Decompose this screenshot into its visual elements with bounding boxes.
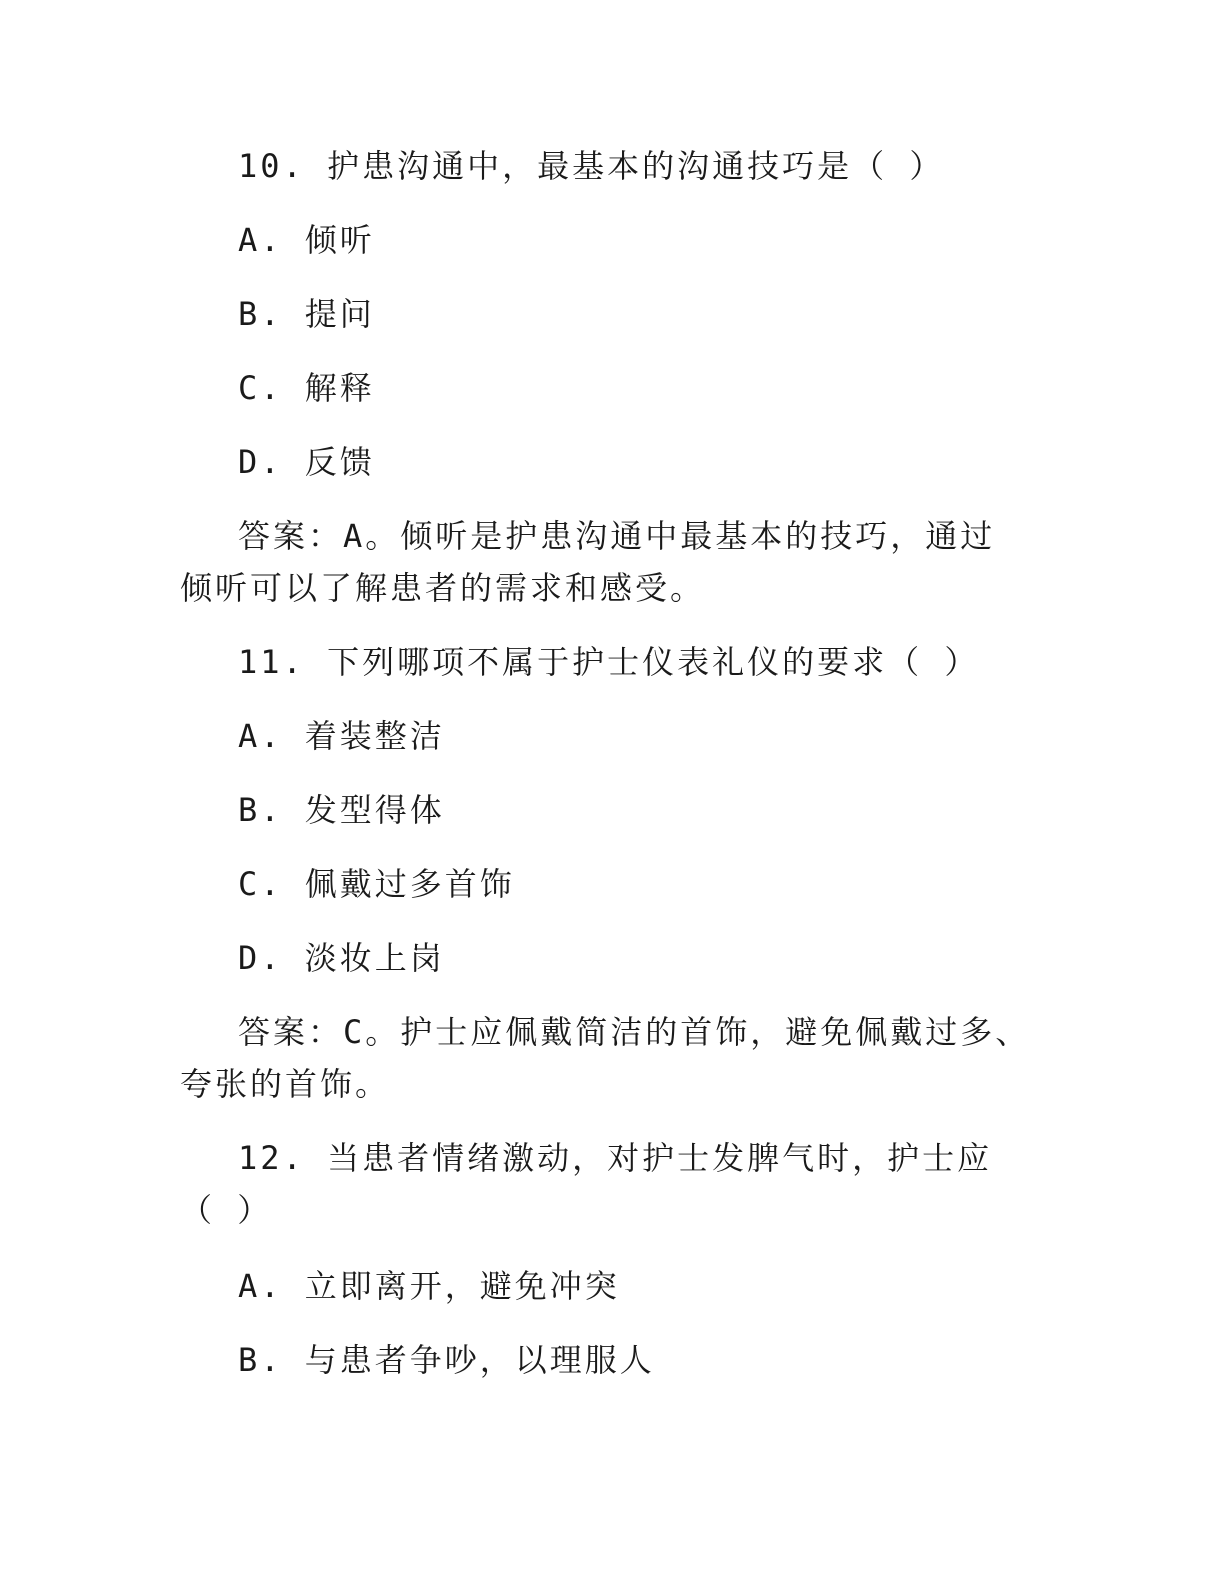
question-11-option-d: D. 淡妆上岗 (238, 939, 445, 977)
question-11-answer-line1: 答案：C。护士应佩戴简洁的首饰，避免佩戴过多、 (238, 1013, 1031, 1051)
question-10-answer-line1: 答案：A。倾听是护患沟通中最基本的技巧，通过 (238, 517, 996, 555)
question-10-option-d: D. 反馈 (238, 443, 375, 481)
question-11-option-b: B. 发型得体 (238, 791, 445, 829)
question-10-option-a: A. 倾听 (238, 221, 375, 259)
question-11-text: 11. 下列哪项不属于护士仪表礼仪的要求（ ） (238, 643, 980, 681)
question-11-option-a: A. 着装整洁 (238, 717, 445, 755)
question-11-answer-line2: 夸张的首饰。 (180, 1065, 391, 1103)
question-12-option-b: B. 与患者争吵，以理服人 (238, 1341, 655, 1379)
question-12-text-line2: （ ） (180, 1191, 273, 1229)
question-10-text: 10. 护患沟通中，最基本的沟通技巧是（ ） (238, 147, 945, 185)
question-10-option-c: C. 解释 (238, 369, 375, 407)
question-10-option-b: B. 提问 (238, 295, 375, 333)
question-12-option-a: A. 立即离开，避免冲突 (238, 1267, 620, 1305)
question-11-option-c: C. 佩戴过多首饰 (238, 865, 515, 903)
question-12-text: 12. 当患者情绪激动，对护士发脾气时，护士应 (238, 1139, 993, 1177)
question-10-answer-line2: 倾听可以了解患者的需求和感受。 (180, 569, 706, 607)
